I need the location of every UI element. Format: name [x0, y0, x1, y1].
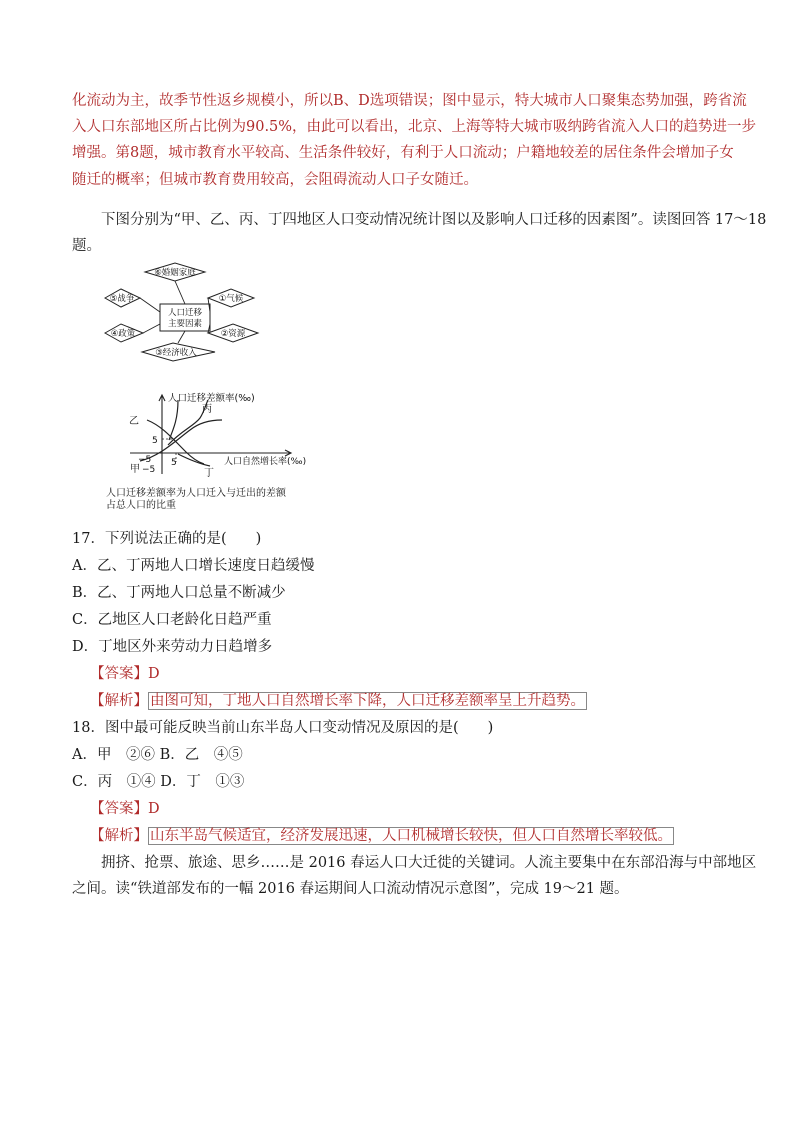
prompt-17-18	[72, 207, 767, 259]
caption-line-1: 人口迁移差额率为人口迁入与迁出的差额	[106, 488, 286, 499]
curve-label-jia: 甲	[130, 464, 140, 475]
q17-option-a: A．乙、丁两地人口增长速度日趋缓慢	[72, 558, 315, 574]
intro-line-2: 入人口东部地区所占比例为90.5%，由此可以看出，北京、上海等特大城市吸纳跨省流入人口的趋势进一步	[72, 119, 757, 136]
factor-4-label: ④政策	[110, 329, 136, 339]
q17-answer-tag: 【答案】	[90, 666, 148, 682]
q18-analysis-row	[90, 825, 674, 847]
q17-analysis-row	[90, 690, 587, 712]
y-axis-label: 人口迁移差额率(‰)	[168, 393, 255, 404]
prompt-line-2: 题。	[72, 238, 101, 255]
next-prompt	[72, 850, 757, 902]
curve-ding	[178, 454, 210, 466]
tick-y-pos: 5	[152, 436, 158, 446]
prompt-line-1: 下图分别为“甲、乙、丙、丁四地区人口变动情况统计图以及影响人口迁移的因素图”。读图回答 17～18	[101, 212, 767, 228]
center-label-1: 人口迁移	[167, 308, 203, 318]
q17-option-d: D．丁地区外来劳动力日趋增多	[72, 639, 273, 655]
q17-option-b: B．乙、丁两地人口总量不断减少	[72, 585, 286, 601]
curve-label-yi: 乙	[129, 416, 139, 427]
q17-analysis-tag: 【解析】	[90, 693, 148, 709]
curve-label-bing: 丙	[202, 404, 212, 415]
center-label-2: 主要因素	[167, 319, 203, 329]
q18-options-line-1: A．甲 ②⑥ B．乙 ④⑤	[72, 747, 243, 763]
intro-line-4: 随迁的概率；但城市教育费用较高，会阻碍流动人口子女随迁。	[72, 171, 478, 188]
factor-5-label: ⑤战争	[109, 294, 135, 304]
q17-option-c: C．乙地区人口老龄化日趋严重	[72, 612, 272, 628]
x-axis-label: 人口自然增长率(‰)	[224, 457, 307, 467]
q17-answer: D	[148, 666, 160, 682]
next-prompt-line-2: 之间。读“铁道部发布的一幅 2016 春运期间人口流动情况示意图”，完成 19～21 题。	[72, 881, 629, 898]
intro-line-1: 化流动为主，故季节性返乡规模小，所以B、D选项错误；图中显示，特大城市人口聚集态势加强，跨省流	[72, 93, 747, 109]
q18-stem: 18．图中最可能反映当前山东半岛人口变动情况及原因的是( )	[72, 720, 494, 736]
factor-1-label: ①气候	[218, 294, 244, 304]
intro-explanation	[72, 88, 757, 193]
q18-answer-tag: 【答案】	[90, 801, 148, 817]
factor-6-label: ⑥婚姻家庭	[154, 268, 196, 278]
next-prompt-line-1: 拥挤、抢票、旅途、思乡……是 2016 春运人口大迁徙的关键词。人流主要集中在东部沿海与中部地区	[101, 855, 757, 871]
tick-x-pos: 5	[171, 458, 177, 468]
q18-analysis: 山东半岛气候适宜，经济发展迅速，人口机械增长较快，但人口自然增长率较低。	[150, 828, 672, 844]
q18-options-line-2: C．丙 ①④ D．丁 ①③	[72, 774, 245, 790]
curve-ding-upper	[169, 400, 178, 440]
tick-x-neg: −5	[138, 455, 152, 465]
q18-answer: D	[148, 801, 160, 817]
curve-label-ding: 丁	[204, 468, 214, 479]
population-change-graph	[100, 390, 320, 480]
q17-stem: 17．下列说法正确的是( )	[72, 531, 262, 547]
q18-answer-row	[90, 798, 160, 820]
q17-analysis: 由图可知，丁地人口自然增长率下降，人口迁移差额率呈上升趋势。	[150, 693, 585, 709]
q17-answer-row	[90, 663, 160, 685]
factor-2-label: ②资源	[220, 329, 246, 339]
caption-line-2: 占总人口的比重	[106, 500, 176, 511]
tick-y-neg: −5	[142, 465, 156, 475]
q18-analysis-tag: 【解析】	[90, 828, 148, 844]
factor-3-label: ③经济收入	[155, 348, 197, 358]
migration-factor-diagram	[100, 262, 272, 362]
graph-caption	[106, 488, 286, 512]
intro-line-3: 增强。第8题，城市教育水平较高、生活条件较好，有利于人口流动；户籍地较差的居住条件会增加子女	[72, 145, 734, 162]
